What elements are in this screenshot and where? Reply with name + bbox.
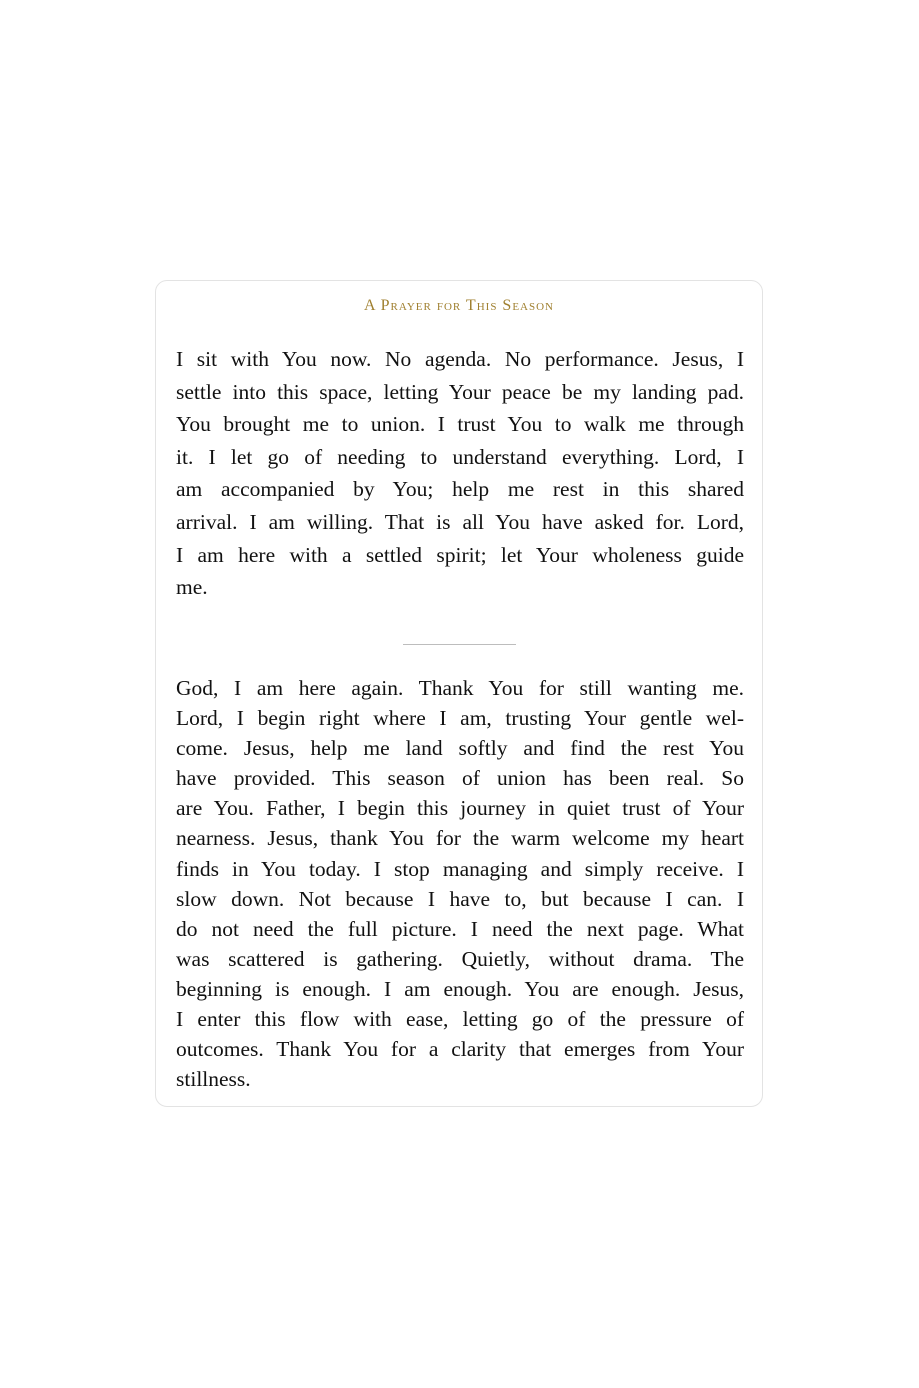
paragraph-line: am accompanied by You; help me rest in this shared xyxy=(176,477,744,502)
paragraph-line: it. I let go of needing to understand everything. Lord, I xyxy=(176,444,744,469)
card-title: A Prayer for This Season xyxy=(363,297,554,314)
paragraph-line: have provided. This season of union has been real. So xyxy=(176,766,744,791)
paragraph-line: settle into this space, letting Your peace be my landing pad. xyxy=(176,379,744,404)
paragraph-line: slow down. Not because I have to, but because I can. I xyxy=(176,886,744,911)
paragraph-line: You brought me to union. I trust You to walk me through xyxy=(176,412,744,437)
paragraph-line: outcomes. Thank You for a clarity that emerges from Your xyxy=(176,1037,744,1062)
paragraph-line: I sit with You now. No agenda. No performance. Jesus, I xyxy=(176,347,744,371)
paragraph-line: come. Jesus, help me land softly and find the rest You xyxy=(176,736,744,761)
paragraph-line: stillness. xyxy=(176,1067,251,1092)
paragraph-line: was scattered is gathering. Quietly, without drama. The xyxy=(176,946,744,971)
paragraph-line: nearness. Jesus, thank You for the warm welcome my heart xyxy=(176,826,744,851)
paragraph-line: me. xyxy=(176,575,208,600)
section-divider xyxy=(403,644,516,645)
prayer-card xyxy=(155,280,763,1107)
paragraph-line: I enter this flow with ease, letting go of the pressure of xyxy=(176,1007,744,1032)
paragraph-line: finds in You today. I stop managing and simply receive. I xyxy=(176,856,744,881)
prayer-paragraph-2 xyxy=(176,673,744,1094)
paragraph-line: God, I am here again. Thank You for still wanting me. xyxy=(176,676,744,700)
paragraph-line: I am here with a settled spirit; let Your wholeness guide xyxy=(176,542,744,567)
paragraph-line: arrival. I am willing. That is all You have asked for. Lord, xyxy=(176,509,744,534)
paragraph-line: Lord, I begin right where I am, trusting Your gentle wel- xyxy=(176,706,744,731)
paragraph-line: beginning is enough. I am enough. You are enough. Jesus, xyxy=(176,976,744,1001)
prayer-paragraph-1 xyxy=(176,343,744,604)
paragraph-line: do not need the full picture. I need the next page. What xyxy=(176,916,744,941)
paragraph-line: are You. Father, I begin this journey in quiet trust of Your xyxy=(176,796,744,821)
